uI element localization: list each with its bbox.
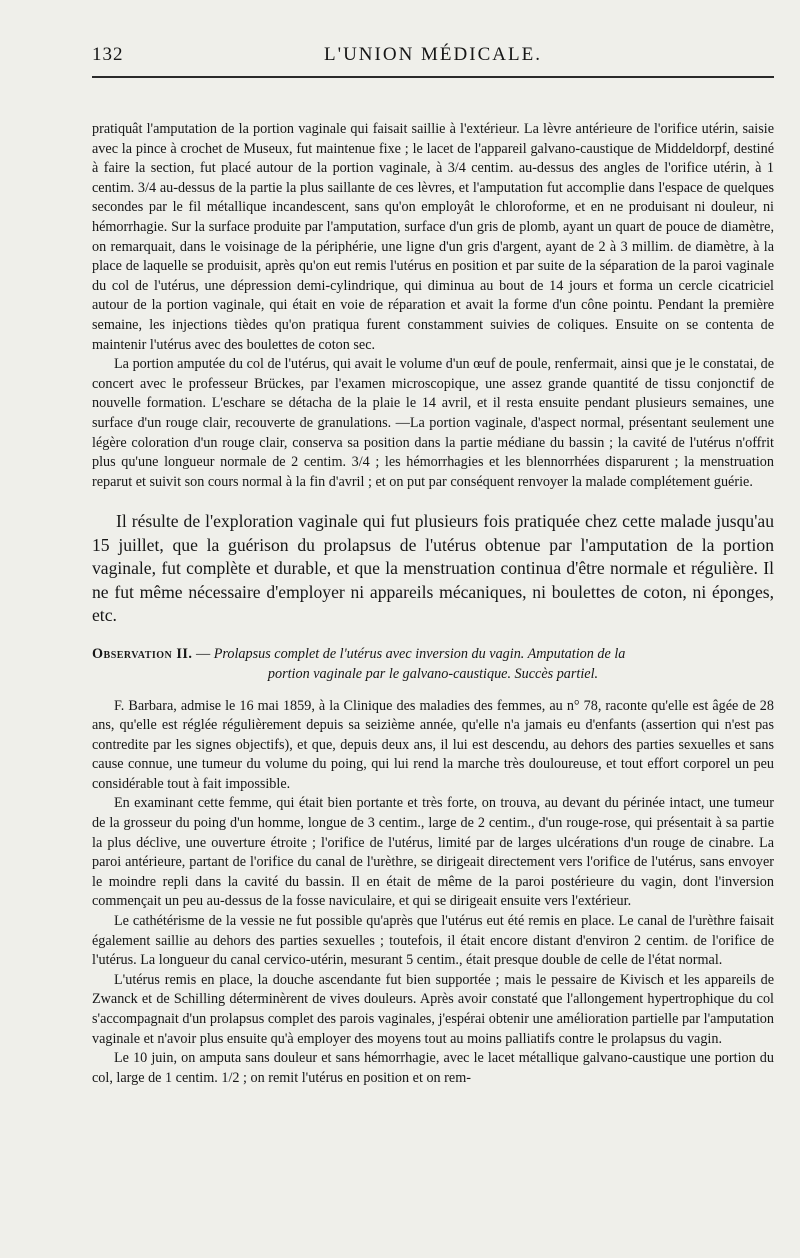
paragraph: F. Barbara, admise le 16 mai 1859, à la Clinique des maladies des femmes, au n° 78, raconte qu'elle est âgée de 28 ans, qu'elle est réglée régulièrement depuis sa seizième année, qu'elle n'a jamais eu d'enfants (assertion qui n'est pas contredite par les signes objectifs), et que, depuis deux ans, il lui est descendu, au dehors des parties sexuelles et sans cause connue, une tumeur du volume du poing, qui lui rend la marche très douloureuse, et tout effort corporel un peu considérable tout à fait impossible.	[92, 697, 774, 792]
paragraph: L'utérus remis en place, la douche ascendante fut bien supportée ; mais le pessaire de Kivisch et les appareils de Zwanck et de Schilling déterminèrent de vives douleurs. Après avoir constaté que l'allongement hypertrophique du col s'accompagnait d'un prolapsus complet des parois vaginales, j'espérai obtenir une amélioration partielle par l'amputation vaginale et n'avoir plus ensuite qu'à employer des moyens tout au moins palliatifs contre le prolapsus du vagin.	[92, 971, 774, 1047]
page-header	[92, 36, 774, 78]
paragraph: Le cathétérisme de la vessie ne fut possible qu'après que l'utérus eut été remis en place. Le canal de l'urèthre faisait également saillie au dehors des parties sexuelles ; toutefois, il était encore distant d'environ 2 centim. de l'orifice de l'utérus. La longueur du canal cervico-utérin, mesurant 5 centim., était presque double de celle de l'état normal.	[92, 913, 774, 969]
page-number: 132	[92, 44, 124, 65]
conclusion-paragraph: Il résulte de l'exploration vaginale qui fut plusieurs fois pratiquée chez cette malade jusqu'au 15 juillet, que la guérison du prolapsus de l'utérus obtenue par l'amputation de la portion vaginale, fut complète et durable, et que la menstruation continua d'être normale et régulière. Il ne fut même nécessaire d'employer ni appareils mécaniques, ni boulettes de coton, ni éponges, etc.	[92, 511, 774, 625]
article-body	[92, 120, 774, 1088]
paragraph: En examinant cette femme, qui était bien portante et très forte, on trouva, au devant du périnée intact, une tumeur de la grosseur du poing d'un homme, longue de 3 centim., large de 2 centim., d'un rouge-rose, qui présentait à sa partie la plus déclive, une ouverture étroite ; l'orifice de l'utérus, limité par de larges ulcérations d'un rouge de cinabre. La paroi antérieure, partant de l'orifice du canal de l'urèthre, se dirigeait directement vers l'orifice de l'utérus, sans envoyer le moindre repli dans la cavité du bassin. Il en était de même de la paroi postérieure du vagin, dont l'inversion commençait un peu au-dessus de la fosse naviculaire, et qui se dirigeait ensuite vers l'extérieur.	[92, 795, 774, 910]
observation-title: Prolapsus complet de l'utérus avec inversion du vagin. Amputation de la	[213, 646, 626, 663]
case-continuation	[92, 120, 774, 492]
running-title: L'UNION MÉDICALE.	[324, 44, 542, 65]
observation-label: Observation II.	[92, 646, 193, 663]
observation-heading	[92, 645, 774, 684]
conclusion-block	[92, 510, 774, 627]
paragraph: Le 10 juin, on amputa sans douleur et sans hémorrhagie, avec le lacet métallique galvano-caustique une portion du col, large de 1 centim. 1/2 ; on remit l'utérus en position et on rem-	[92, 1050, 774, 1086]
heading-dash: —	[195, 646, 211, 663]
observation-body	[92, 697, 774, 1089]
observation-title-continued: portion vaginale par le galvano-caustique. Succès partiel.	[267, 665, 599, 682]
paragraph: pratiquât l'amputation de la portion vaginale qui faisait saillie à l'extérieur. La lèvre antérieure de l'orifice utérin, saisie avec la pince à crochet de Museux, fut maintenue fixe ; le lacet de l'appareil galvano-caustique de Middeldorpf, destiné à faire la section, fut placé autour de la portion vaginale, à 3/4 centim. au-dessus des angles de l'orifice utérin, à 1 centim. 3/4 au-dessus de la partie la plus saillante de ces lèvres, et l'amputation fut accomplie dans l'espace de quelques secondes par le fil métallique incandescent, sans qu'on employât le chloroforme, et en ne produisant ni douleur, ni hémorrhagie. Sur la surface produite par l'amputation, surface d'un gris de plomb, ayant un quart de pouce de diamètre, on remarquait, dans le voisinage de la périphérie, une ligne d'un gris d'argent, ayant de 2 à 3 millim. de diamètre, à la place de laquelle se produisit, après qu'on eut remis l'utérus en position et par suite de la séparation de la paroi vaginale du col de l'utérus, une dépression demi-cylindrique, qui diminua au bout de 14 jours et forma un cercle cicatriciel autour de la portion vaginale, qui était en voie de réparation et avait la forme d'un cône pointu. Pendant la première semaine, les injections tièdes qu'on pratiqua furent constamment suivies de coliques. Ensuite on se contenta de maintenir l'utérus avec des boulettes de coton sec.	[92, 121, 774, 353]
paragraph: La portion amputée du col de l'utérus, qui avait le volume d'un œuf de poule, renfermait, ainsi que je le constatai, de concert avec le professeur Brückes, par l'examen microscopique, une assez grande quantité de tissu conjonctif de nouvelle formation. L'eschare se détacha de la plaie le 14 avril, et il resta ensuite pendant plusieurs semaines, une surface d'un rouge clair, recouverte de granulations. —La portion vaginale, d'aspect normal, présentant seulement une légère coloration d'un rouge clair, conserva sa position dans la partie médiane du bassin ; la cavité de l'utérus n'offrit plus qu'une longueur normale de 2 centim. 3/4 ; les hémorrhagies et les blennorrhées disparurent ; la menstruation reparut et suivit son cours normal à la fin d'avril ; et on put par conséquent renvoyer la malade complétement guérie.	[92, 356, 774, 490]
